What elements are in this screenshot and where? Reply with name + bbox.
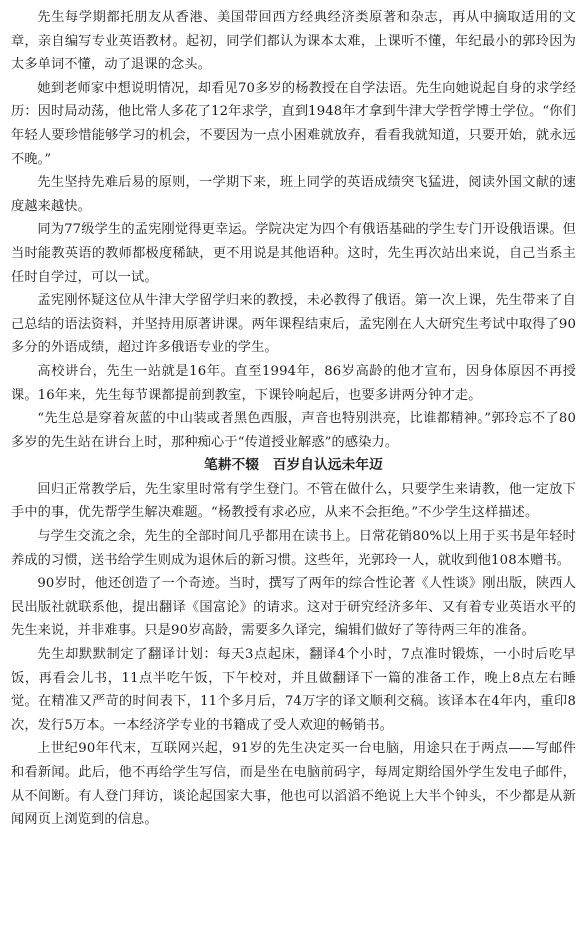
article-paragraph: “先生总是穿着灰蓝的中山装或者黑色西服，声音也特别洪亮，比谁都精神。”郭玲忘不了80多岁的先生站在讲台上时，那种痴心于“传道授业解惑”的感染力。 bbox=[11, 411, 576, 450]
article-paragraph: 90岁时，他还创造了一个奇迹。当时，撰写了两年的综合性论著《人性谈》刚出版，陕西人民出版社就联系他，提出翻译《国富论》的请求。这对于研究经济多年、又有着专业英语水平的先生来说，并非难事。只是90岁高龄，需要多久译完，编辑们做好了等待两三年的准备。 bbox=[11, 576, 576, 639]
article-paragraph: 上世纪90年代末，互联网兴起，91岁的先生决定买一台电脑，用途只在于两点——写邮件和看新闻。此后，他不再给学生写信，而是坐在电脑前码字，每周定期给国外学生发电子邮件，从不间断。有人登门拜访，谈论起国家大事，他也可以滔滔不绝说上大半个钟头，不少都是从新闻网页上浏览到的信息。 bbox=[11, 741, 576, 828]
article-paragraph: 回归正常教学后，先生家里时常有学生登门。不管在做什么，只要学生来请教，他一定放下手中的事，优先帮学生解决难题。“杨教授有求必应，从来不会拒绝。”不少学生这样描述。 bbox=[11, 481, 576, 521]
article-paragraph: 先生却默默制定了翻译计划：每天3点起床，翻译4个小时，7点准时锻炼，一小时后吃早饭，再看会儿书，11点半吃午饭，下午校对，并且做翻译下一篇的准备工作，晚上8点左右睡觉。在精准又严苛的时间表下，11个多月后，74万字的译文顺利交稿。该译本在4年内，重印8次，发行5万本。一本经济学专业的书籍成了受人欢迎的畅销书。 bbox=[11, 647, 576, 733]
article-body-before bbox=[11, 6, 576, 454]
section-heading: 笔耕不辍 百岁自认远未年迈 bbox=[204, 457, 383, 474]
article-paragraph: 同为77级学生的孟宪刚觉得更幸运。学院决定为四个有俄语基础的学生专门开设俄语课。但当时能教英语的教师都极度稀缺，更不用说是其他语种。这时，先生再次站出来说，自己当系主任时自学过，可以一试。 bbox=[11, 222, 576, 285]
article-paragraph: 与学生交流之余，先生的全部时间几乎都用在读书上。日常花销80%以上用于买书是年轻时养成的习惯，送书给学生则成为退休后的新习惯。这些年，光郭玲一人，就收到他108本赠书。 bbox=[11, 529, 576, 568]
article-paragraph: 先生坚持先难后易的原则，一学期下来，班上同学的英语成绩突飞猛进，阅读外国文献的速度越来越快。 bbox=[11, 175, 576, 214]
article-body-after bbox=[11, 478, 576, 832]
article-paragraph: 高校讲台，先生一站就是16年。直至1994年，86岁高龄的他才宣布，因身体原因不再授课。16年来，先生每节课都提前到教室，下课铃响起后，也要多讲两分钟才走。 bbox=[11, 363, 576, 403]
article-paragraph: 先生每学期都托朋友从香港、美国带回西方经典经济类原著和杂志，再从中摘取适用的文章，亲自编写专业英语教材。起初，同学们都认为课本太难，上课听不懂，年纪最小的郭玲因为太多单词不懂，动了退课的念头。 bbox=[11, 10, 576, 73]
article-paragraph: 孟宪刚怀疑这位从牛津大学留学归来的教授，未必教得了俄语。第一次上课，先生带来了自己总结的语法资料，并坚持用原著讲课。两年课程结束后，孟宪刚在人大研究生考试中取得了90多分的外语成绩，超过许多俄语专业的学生。 bbox=[11, 293, 576, 356]
article-paragraph: 她到老师家中想说明情况，却看见70多岁的杨教授在自学法语。先生向她说起自身的求学经历：因时局动荡，他比常人多花了12年求学，直到1948年才拿到牛津大学哲学博士学位。“你们年轻人要珍惜能够学习的机会，不要因为一点小困难就放弃，看看我就知道，只要开始，就永远不晚。” bbox=[11, 80, 576, 167]
